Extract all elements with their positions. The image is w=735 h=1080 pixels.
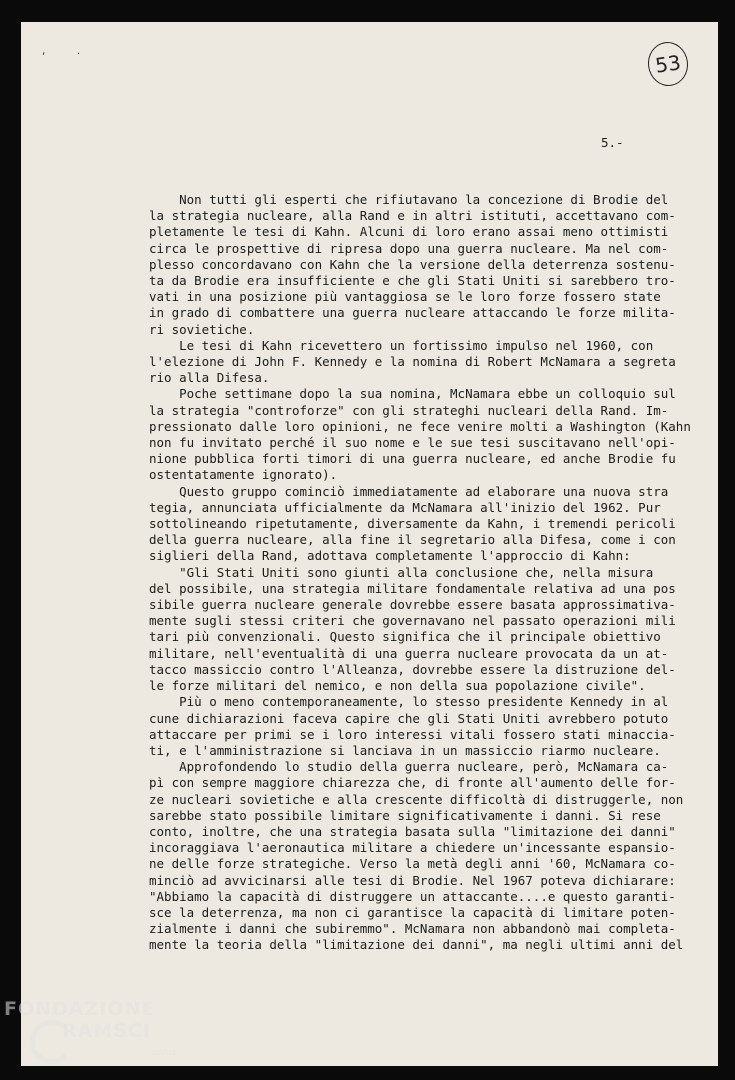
text-line: minciò ad avvicinarsi alle tesi di Brodie. Nel 1967 poteva dichiarare: — [149, 872, 676, 888]
archive-page-stamp: 53 — [645, 39, 691, 88]
text-line: "Abbiamo la capacità di distruggere un attaccante....e questo garanti- — [149, 888, 676, 904]
text-line: tari più convenzionali. Questo significa che il principale obiettivo — [149, 629, 661, 645]
text-line: del possibile, una strategia militare fondamentale relativa ad una pos — [149, 580, 676, 596]
text-line: vati in una posizione più vantaggiosa se le loro forze fossero state — [149, 289, 661, 305]
text-line: sibile guerra nucleare generale dovrebbe essere basata approssimativa- — [149, 597, 676, 613]
text-line: rio alla Difesa. — [149, 370, 270, 386]
text-line: mente la teoria della "limitazione dei danni", ma negli ultimi anni del — [149, 937, 684, 953]
text-line: tacco massiccio contro l'Alleanza, dovrebbe essere la distruzione del- — [149, 661, 676, 677]
text-line: conto, inoltre, che una strategia basata sulla "limitazione dei danni" — [149, 823, 676, 839]
text-line: cune dichiarazioni faceva capire che gli Stati Uniti avrebbero potuto — [149, 710, 669, 726]
text-line: attaccare per primi se i loro interessi vitali fossero stati minaccia- — [149, 726, 676, 742]
text-line: ze nucleari sovietiche e alla crescente difficoltà di distruggerle, non — [149, 791, 684, 807]
watermark-onlus: onlus — [152, 1048, 177, 1058]
text-line: pì con sempre maggiore chiarezza che, di fronte all'aumento delle for- — [149, 775, 676, 791]
text-line: Non tutti gli esperti che rifiutavano la concezione di Brodie del — [149, 192, 669, 207]
watermark-line2: RAMSCI — [62, 1020, 151, 1042]
text-line: la strategia "controforze" con gli strateghi nucleari della Rand. Im- — [149, 402, 669, 418]
text-line: nione pubblica forti timori di una guerra nucleare, ed anche Brodie fu — [149, 451, 676, 467]
text-line: l'elezione di John F. Kennedy e la nomina di Robert McNamara a segreta — [149, 354, 676, 370]
text-line: Poche settimane dopo la sua nomina, McNamara ebbe un colloquio sul — [149, 386, 676, 402]
text-line: ti, e l'amministrazione si lanciava in un massiccio riarmo nucleare. — [149, 742, 661, 758]
text-line: tegia, annunciata ufficialmente da McNamara all'inizio del 1962. Pur — [149, 499, 661, 515]
text-line: pletamente le tesi di Kahn. Alcuni di loro erano assai meno ottimisti — [149, 224, 669, 240]
text-line: plesso concordavano con Kahn che la versione della deterrenza sostenu- — [149, 256, 676, 272]
text-line: zialmente i danni che subiremmo". McNamara non abbandonò mai completa- — [149, 921, 676, 937]
text-line: siglieri della Rand, adottava completamente l'approccio di Kahn: — [149, 548, 631, 564]
text-line: della guerra nucleare, alla fine il segretario alla Difesa, come i con — [149, 532, 676, 548]
text-line: Questo gruppo cominciò immediatamente ad elaborare una nuova stra — [149, 483, 669, 499]
text-line: "Gli Stati Uniti sono giunti alla conclusione che, nella misura — [149, 564, 654, 580]
text-line: ne delle forze strategiche. Verso la metà degli anni '60, McNamara co- — [149, 856, 676, 872]
text-line: incoraggiava l'aeronautica militare a chiedere un'incessante espansio- — [149, 840, 676, 856]
text-line: mente sugli stessi criteri che governavano nel passato operazioni mili — [149, 613, 676, 629]
text-line: le forze militari del nemico, e non della sua popolazione civile". — [149, 678, 646, 694]
text-line: non fu invitato perché il suo nome e le sue tesi suscitavano nell'opi- — [149, 435, 676, 451]
corner-mark: , . — [41, 47, 94, 57]
text-line: militare, nell'eventualità di una guerra nucleare provocata da un at- — [149, 645, 669, 661]
page-number: 5.- — [601, 135, 624, 150]
text-line: in grado di combattere una guerra nucleare attaccando le forze milita- — [149, 305, 676, 321]
text-line: Approfondendo lo studio della guerra nucleare, però, McNamara ca- — [149, 759, 669, 775]
text-line: Più o meno contemporaneamente, lo stesso presidente Kennedy in al — [149, 694, 669, 710]
text-line: ostentatamente ignorato). — [149, 467, 338, 483]
text-line: sarebbe stato possibile limitare significativamente i danni. Si rese — [149, 807, 661, 823]
text-line: Le tesi di Kahn ricevettero un fortissimo impulso nel 1960, con — [149, 337, 654, 353]
document-page — [21, 22, 718, 1066]
text-line: sce la deterrenza, ma non ci garantisce la capacità di limitare poten- — [149, 904, 676, 920]
text-line: circa le prospettive di ripresa dopo una guerra nucleare. Ma nel com- — [149, 240, 669, 256]
text-line: la strategia nucleare, alla Rand e in altri istituti, accettavano com- — [149, 208, 676, 224]
body-text — [149, 192, 691, 954]
text-line: sottolineando ripetutamente, diversamente da Kahn, i tremendi pericoli — [149, 516, 676, 532]
text-line: pressionato dalle loro opinioni, ne fece venire molti a Washington (Kahn — [149, 418, 691, 434]
text-line: ta da Brodie era insufficiente e che gli Stati Uniti si sarebbero tro- — [149, 273, 676, 289]
watermark-line1: FONDAZIONE — [4, 998, 156, 1020]
text-line: ri sovietiche. — [149, 321, 255, 337]
